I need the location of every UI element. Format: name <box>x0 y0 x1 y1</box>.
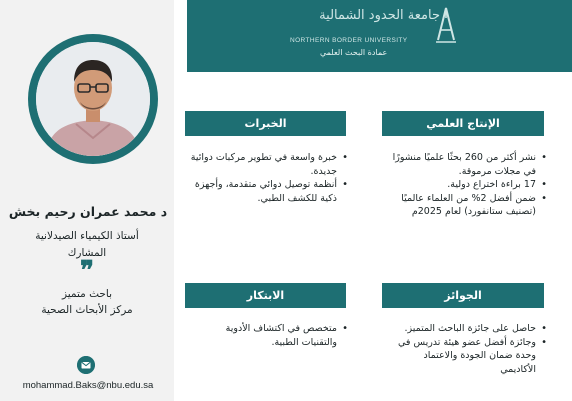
list-item: • خبرة واسعة في تطوير مركبات دوائية جديدة. <box>187 151 337 178</box>
avatar <box>36 42 150 156</box>
profile-role <box>6 286 168 318</box>
awards-list <box>386 322 548 376</box>
list-item: • نشر أكثر من 260 بحثًا علميًا منشورًا في مجلات مرموقة. <box>386 151 536 178</box>
list-item: • وجائزة أفضل عضو هيئة تدريس في وحدة ضمان الجودة والاعتماد الأكاديمي <box>386 336 536 377</box>
profile-title-line1: أستاذ الكيمياء الصيدلانية <box>35 230 139 242</box>
university-name-en: NORTHERN BORDER UNIVERSITY <box>290 37 408 44</box>
list-item: • 17 براءة اختراع دولية. <box>386 178 536 192</box>
list-item: • أنظمة توصيل دوائي متقدمة، وأجهزة ذكية للكشف الطبي. <box>187 178 337 205</box>
experience-list <box>187 151 349 205</box>
profile-title-line2: المشارك <box>67 247 107 259</box>
deanship-name: عمادة البحث العلمي <box>320 48 388 57</box>
awards-section-title: الجوائز <box>382 283 544 308</box>
innovation-section-title: الابتكار <box>185 283 346 308</box>
innovation-list <box>189 322 349 349</box>
experience-section-title: الخبرات <box>185 111 346 136</box>
quote-icon: ❞ <box>80 256 94 286</box>
list-item: • حاصل على جائزة الباحث المتميز. <box>386 322 536 336</box>
university-logo-icon <box>434 4 458 44</box>
profile-role-line1: باحث متميز <box>61 288 113 300</box>
list-item: • ضمن أفضل 2% من العلماء عالميًا (تصنيف ستانفورد) لعام 2025م <box>386 192 536 219</box>
email-icon <box>77 356 95 374</box>
research-list <box>386 151 548 219</box>
email-address[interactable]: mohammad.Baks@nbu.edu.sa <box>22 380 154 391</box>
university-logo <box>290 6 440 60</box>
profile-name: د محمد عمران رحيم بخش <box>8 204 168 219</box>
research-section-title: الإنتاج العلمي <box>382 111 544 136</box>
profile-role-line2: مركز الأبحاث الصحية <box>41 304 133 316</box>
list-item: • متخصص في اكتشاف الأدوية والتقنيات الطبية. <box>189 322 337 349</box>
university-name-ar: جامعة الحدود الشمالية <box>319 8 440 23</box>
portrait-photo <box>36 42 150 156</box>
